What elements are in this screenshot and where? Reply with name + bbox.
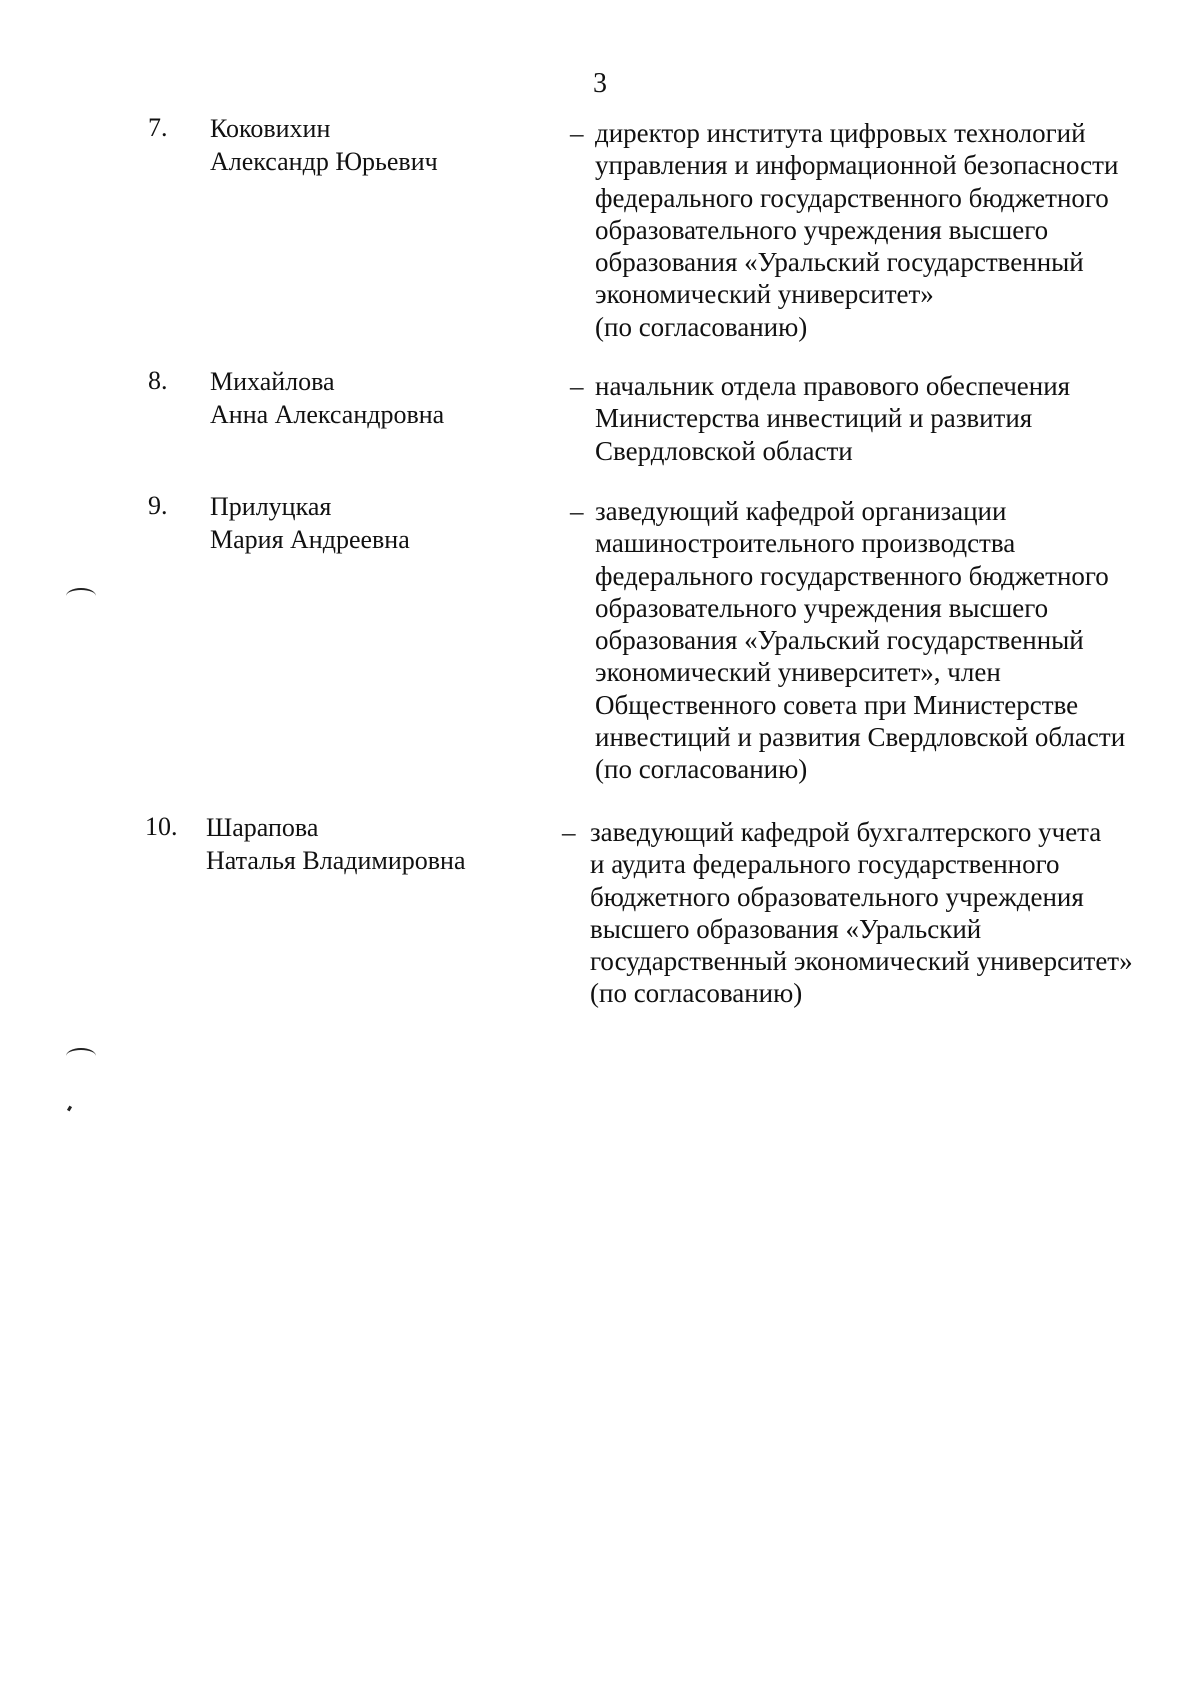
- position-line: федерального государственного бюджетного: [595, 182, 1109, 213]
- position-line: инвестиций и развития Свердловской области: [595, 722, 1126, 753]
- position-line: образовательного учреждения высшего: [595, 214, 1049, 245]
- position-line: Общественного совета при Министерстве: [595, 689, 1079, 720]
- position-line: Министерства инвестиций и развития: [595, 403, 1033, 434]
- member-given-names: Наталья Владимировна: [206, 846, 466, 875]
- position-line: (по согласованию): [595, 311, 808, 342]
- position-line: образования «Уральский государственный: [595, 247, 1084, 278]
- page-number: 3: [593, 68, 607, 99]
- member-given-names: Александр Юрьевич: [210, 147, 438, 176]
- entry-number: 10.: [145, 812, 178, 841]
- position-line: и аудита федерального государственного: [590, 849, 1060, 880]
- position-line: высшего образования «Уральский: [590, 913, 982, 944]
- position-line: бюджетного образовательного учреждения: [590, 881, 1084, 912]
- position-line: директор института цифровых технологий: [595, 118, 1086, 148]
- member-given-names: Анна Александровна: [210, 400, 445, 429]
- member-name: [210, 112, 438, 178]
- member-position: [590, 816, 1170, 1010]
- punch-hole-mark: [66, 588, 96, 604]
- entry-number: 7.: [148, 113, 168, 142]
- member-surname: Шарапова: [206, 813, 319, 842]
- entry-number: 8.: [148, 366, 168, 395]
- member-given-names: Мария Андреевна: [210, 525, 410, 554]
- position-line: заведующий кафедрой организации: [595, 496, 1007, 526]
- position-line: (по согласованию): [590, 978, 803, 1009]
- position-line: государственный экономический университет»: [590, 946, 1133, 977]
- member-surname: Коковихин: [210, 114, 331, 143]
- member-name: [206, 811, 465, 877]
- entry-number: 9.: [148, 491, 168, 520]
- punch-hole-mark: [66, 1048, 96, 1064]
- member-surname: Михайлова: [210, 367, 335, 396]
- scan-speck: [67, 1106, 72, 1112]
- entry-dash: –: [562, 817, 576, 847]
- member-name: [210, 365, 444, 431]
- member-surname: Прилуцкая: [210, 492, 332, 521]
- position-line: Свердловской области: [595, 435, 853, 466]
- position-line: экономический университет»: [595, 279, 934, 310]
- member-position: [595, 495, 1175, 786]
- member-position: [595, 370, 1175, 467]
- position-line: управления и информационной безопасности: [595, 150, 1119, 181]
- position-line: экономический университет», член: [595, 657, 1001, 688]
- entry-dash: –: [570, 371, 584, 401]
- member-name: [210, 490, 410, 556]
- position-line: образовательного учреждения высшего: [595, 592, 1049, 623]
- entry-dash: –: [570, 496, 584, 526]
- position-line: заведующий кафедрой бухгалтерского учета: [590, 817, 1102, 847]
- position-line: машиностроительного производства: [595, 528, 1016, 559]
- position-line: образования «Уральский государственный: [595, 625, 1084, 656]
- position-line: начальник отдела правового обеспечения: [595, 371, 1071, 401]
- member-position: [595, 117, 1175, 343]
- entry-dash: –: [570, 118, 584, 148]
- position-line: (по согласованию): [595, 754, 808, 785]
- position-line: федерального государственного бюджетного: [595, 560, 1109, 591]
